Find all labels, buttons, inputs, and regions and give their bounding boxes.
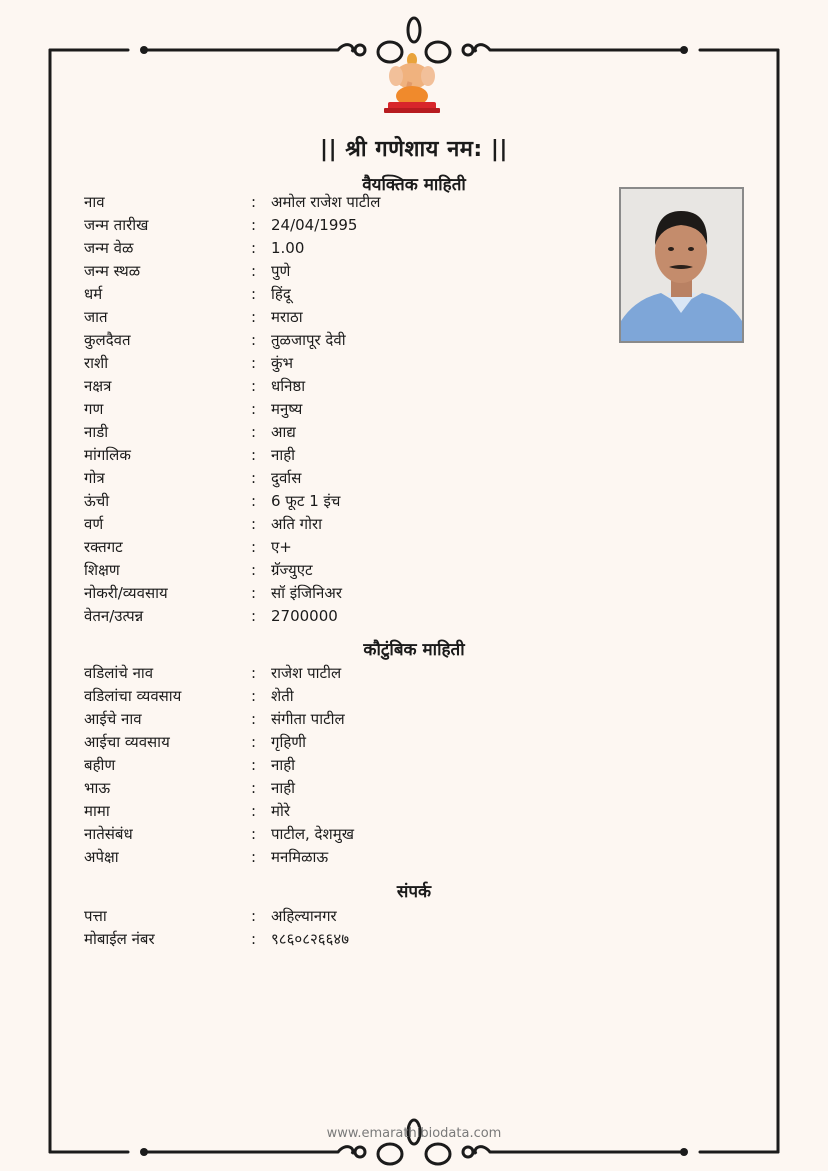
detail-label: नातेसंबंध xyxy=(84,825,133,843)
detail-label: मामा xyxy=(84,802,110,820)
detail-value: नाही xyxy=(271,756,296,774)
detail-label: आईचा व्यवसाय xyxy=(84,733,170,751)
detail-label: नाव xyxy=(84,193,105,211)
detail-value: तुळजापूर देवी xyxy=(271,331,346,349)
detail-label: अपेक्षा xyxy=(84,848,119,866)
ganesha-icon xyxy=(380,52,444,114)
profile-photo xyxy=(619,187,744,343)
detail-label: मांगलिक xyxy=(84,446,131,464)
website-watermark: www.emarathibiodata.com xyxy=(326,1126,502,1141)
detail-value: मनुष्य xyxy=(271,400,303,418)
detail-label: नक्षत्र xyxy=(84,377,112,395)
detail-value: नाही xyxy=(271,779,296,797)
detail-label: जन्म तारीख xyxy=(84,216,149,234)
detail-label: वडिलांचे नाव xyxy=(84,664,154,682)
detail-label: रक्तगट xyxy=(84,538,123,556)
detail-value: अहिल्यानगर xyxy=(271,907,337,925)
detail-value: पाटील, देशमुख xyxy=(271,825,354,843)
detail-value: 2700000 xyxy=(271,607,338,625)
detail-value: आद्य xyxy=(271,423,296,441)
detail-value: मनमिळाऊ xyxy=(271,848,329,866)
detail-label: ऊंची xyxy=(84,492,110,510)
detail-value: कुंभ xyxy=(271,354,294,372)
person-portrait-icon xyxy=(621,189,742,341)
detail-value: सॉ इंजिनिअर xyxy=(271,584,342,602)
detail-label: जात xyxy=(84,308,108,326)
section-title-personal: वैयक्तिक माहिती xyxy=(362,175,466,195)
detail-value: 24/04/1995 xyxy=(271,216,358,234)
detail-label: भाऊ xyxy=(84,779,111,797)
invocation-heading: || श्री गणेशाय नम: || xyxy=(320,137,508,162)
detail-label: जन्म स्थळ xyxy=(84,262,141,280)
detail-value: अमोल राजेश पाटील xyxy=(271,193,381,211)
detail-value: गृहिणी xyxy=(271,733,307,751)
detail-label: बहीण xyxy=(84,756,116,774)
detail-value: हिंदू xyxy=(271,285,291,303)
detail-value: संगीता पाटील xyxy=(271,710,345,728)
detail-value: नाही xyxy=(271,446,296,464)
detail-label: गण xyxy=(84,400,104,418)
detail-value: ग्रॅज्युएट xyxy=(271,561,313,579)
detail-value: राजेश पाटील xyxy=(271,664,342,682)
detail-label: आईचे नाव xyxy=(84,710,142,728)
detail-value: शेती xyxy=(271,687,294,705)
detail-value: धनिष्ठा xyxy=(271,377,306,395)
detail-label: वेतन/उत्पन्न xyxy=(84,607,144,625)
detail-label: कुलदैवत xyxy=(84,331,131,349)
detail-value: ए+ xyxy=(271,538,292,556)
detail-label: राशी xyxy=(84,354,109,372)
detail-value: अति गोरा xyxy=(271,515,323,533)
detail-value: मराठा xyxy=(271,308,303,326)
detail-value: ९८६०८२६६४७ xyxy=(271,930,350,948)
detail-value: पुणे xyxy=(271,262,291,280)
detail-value: दुर्वास xyxy=(271,469,302,487)
detail-label: पत्ता xyxy=(84,907,107,925)
detail-label: नाडी xyxy=(84,423,109,441)
detail-value: 1.00 xyxy=(271,239,305,257)
detail-label: शिक्षण xyxy=(84,561,120,579)
detail-label: गोत्र xyxy=(84,469,105,487)
section-title-contact: संपर्क xyxy=(396,882,432,902)
detail-value: 6 फूट 1 इंच xyxy=(271,492,341,510)
detail-label: धर्म xyxy=(84,285,103,303)
detail-label: जन्म वेळ xyxy=(84,239,134,257)
detail-value: मोरे xyxy=(271,802,290,820)
detail-label: वर्ण xyxy=(84,515,104,533)
section-title-family: कौटुंबिक माहिती xyxy=(363,640,465,660)
detail-label: वडिलांचा व्यवसाय xyxy=(84,687,182,705)
detail-label: नोकरी/व्यवसाय xyxy=(84,584,168,602)
detail-label: मोबाईल नंबर xyxy=(84,930,155,948)
